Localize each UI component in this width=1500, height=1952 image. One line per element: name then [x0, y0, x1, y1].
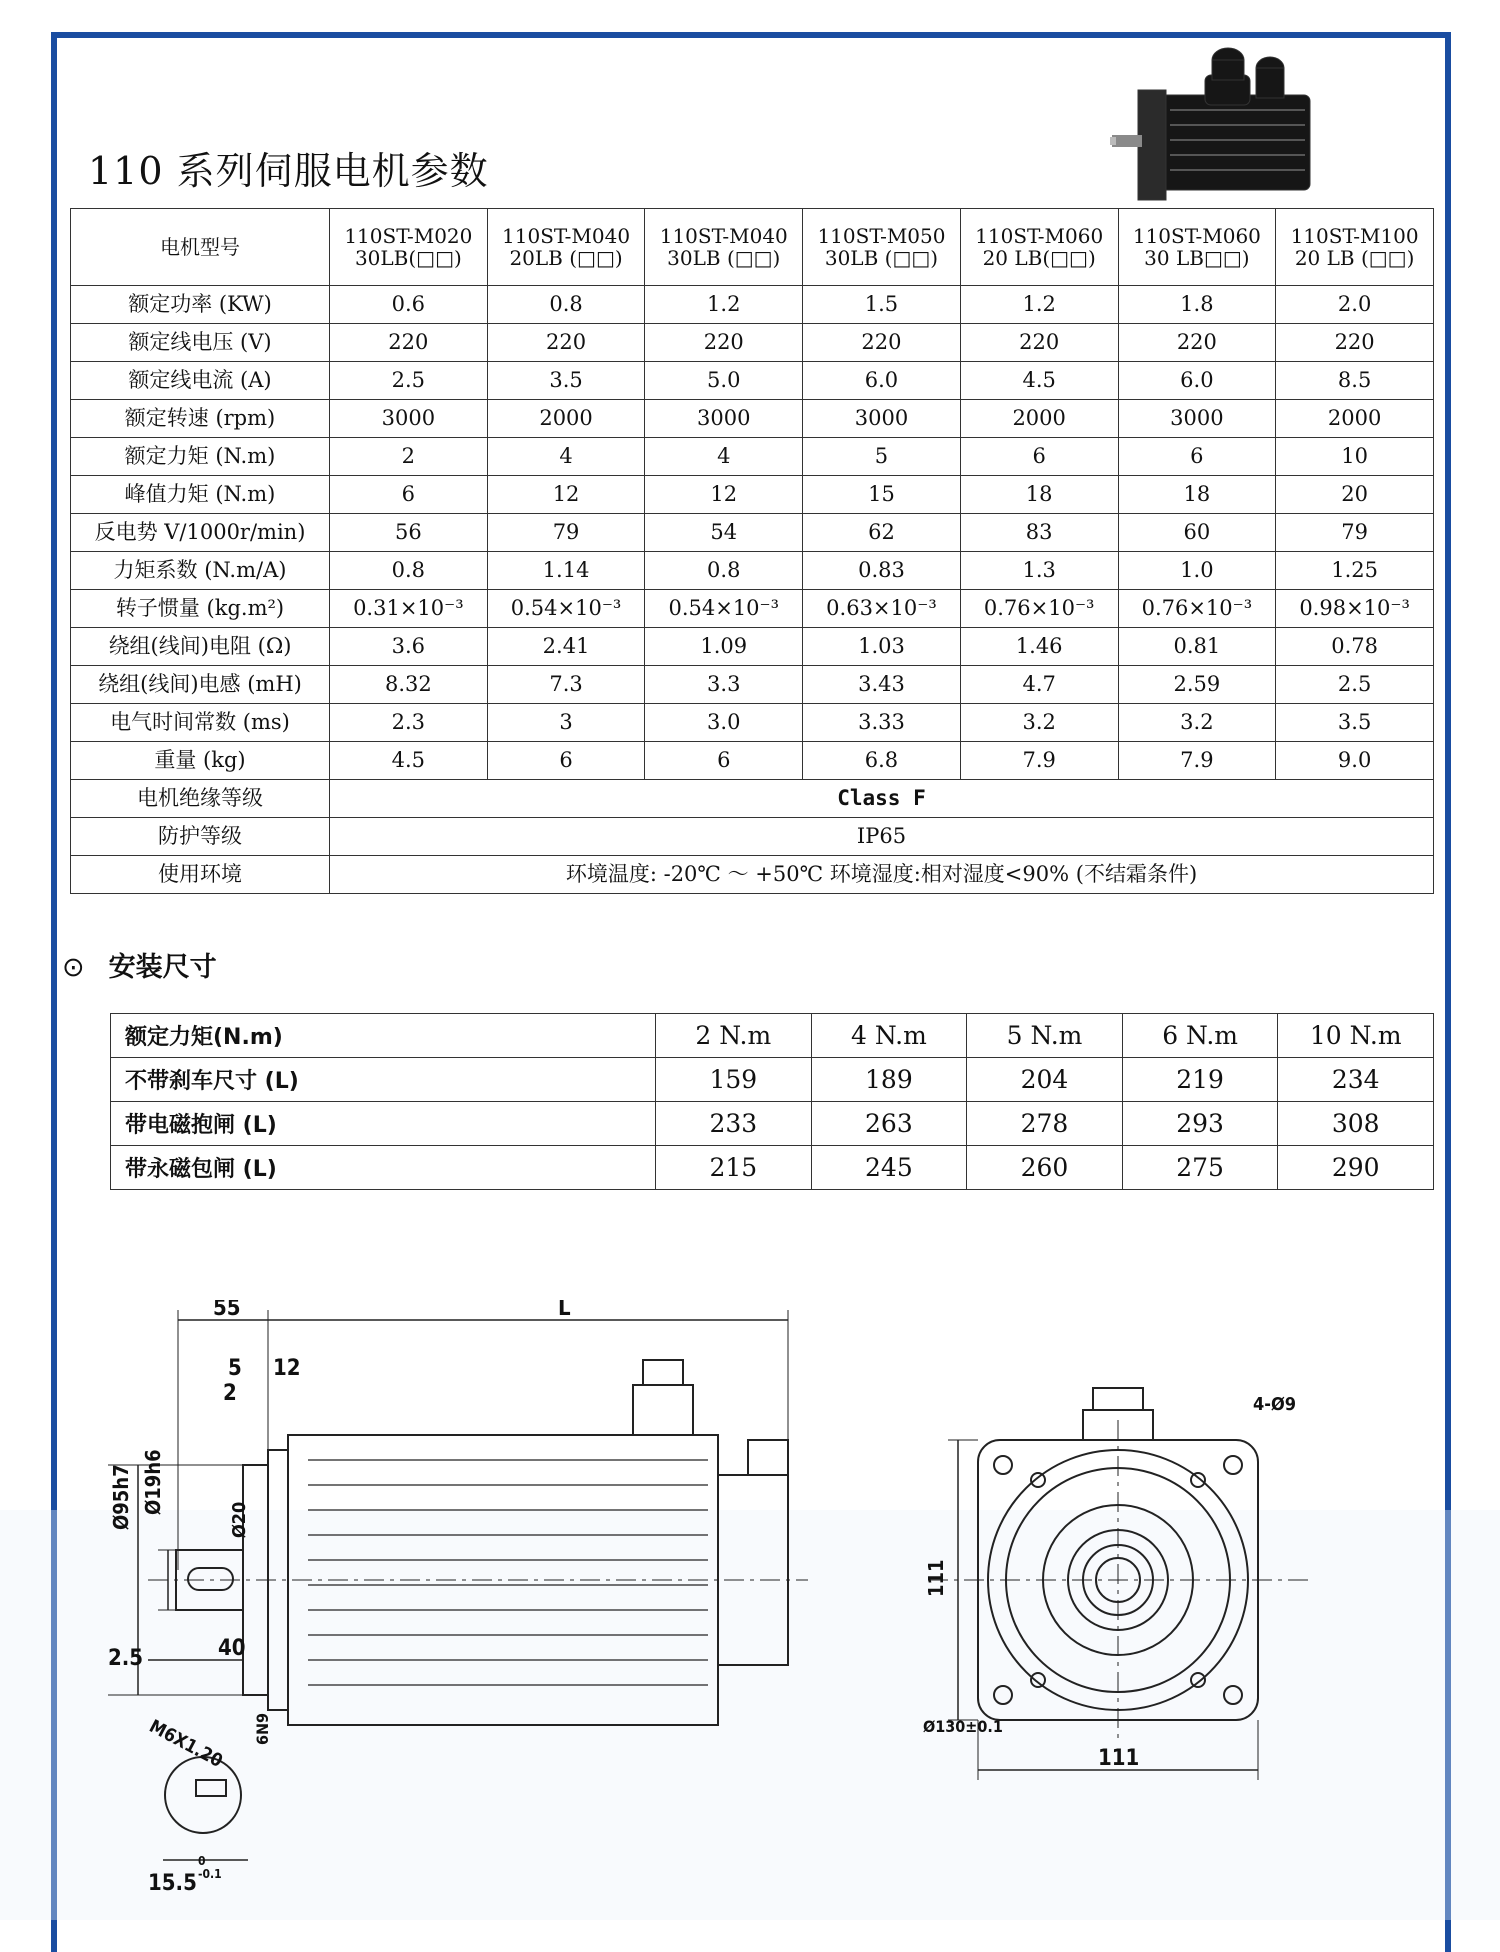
spec-cell: 6.0	[1118, 362, 1276, 400]
spec-row	[71, 666, 1434, 704]
spec-cell: 220	[330, 324, 488, 362]
spec-cell: 0.63×10⁻³	[803, 590, 961, 628]
spec-cell: 4.5	[330, 742, 488, 780]
spec-cell: 7.9	[1118, 742, 1276, 780]
spec-cell: 20	[1276, 476, 1434, 514]
spec-cell: 56	[330, 514, 488, 552]
spec-cell: 220	[645, 324, 803, 362]
model-line2: 20 LB (□□)	[1294, 246, 1415, 270]
dims-cell: 204	[967, 1058, 1123, 1102]
spec-cell: 0.8	[487, 286, 645, 324]
model-line1: 110ST-M040	[659, 224, 788, 248]
spec-cell: 0.76×10⁻³	[1118, 590, 1276, 628]
spec-cell: 6	[1118, 438, 1276, 476]
spec-cell: 6.8	[803, 742, 961, 780]
spec-cell: 1.8	[1118, 286, 1276, 324]
spec-cell: 0.8	[645, 552, 803, 590]
dims-cell: 308	[1278, 1102, 1434, 1146]
install-section-title	[62, 945, 217, 984]
dims-cell: 245	[811, 1146, 967, 1190]
install-title-text: 安装尺寸	[108, 952, 217, 983]
spec-row	[71, 590, 1434, 628]
model-header-cell	[645, 209, 803, 286]
spec-cell: 0.31×10⁻³	[330, 590, 488, 628]
dim-2-label: 2	[223, 1381, 237, 1406]
spec-cell: 1.2	[960, 286, 1118, 324]
spec-row	[71, 742, 1434, 780]
spec-row	[71, 628, 1434, 666]
dims-row-label: 带电磁抱闸 (L)	[111, 1102, 656, 1146]
spec-cell: 2000	[1276, 400, 1434, 438]
install-dimensions-table	[110, 1013, 1434, 1190]
spec-row-label: 额定转速 (rpm)	[71, 400, 330, 438]
bullet-icon: ⊙	[62, 952, 85, 983]
spec-cell: 2	[330, 438, 488, 476]
spec-table	[70, 208, 1434, 894]
spec-cell: 62	[803, 514, 961, 552]
protection-value: IP65	[330, 818, 1434, 856]
spec-cell: 8.5	[1276, 362, 1434, 400]
dims-header-row	[111, 1014, 1434, 1058]
spec-row-label: 峰值力矩 (N.m)	[71, 476, 330, 514]
spec-cell: 1.46	[960, 628, 1118, 666]
spec-cell: 54	[645, 514, 803, 552]
spec-row	[71, 400, 1434, 438]
dim-pcd-label: Ø130±0.1	[923, 1717, 1003, 1736]
spec-cell: 6	[960, 438, 1118, 476]
dim-5-label: 5	[228, 1356, 242, 1381]
spec-cell: 2.41	[487, 628, 645, 666]
dims-cell: 290	[1278, 1146, 1434, 1190]
protection-label: 防护等级	[71, 818, 330, 856]
spec-cell: 15	[803, 476, 961, 514]
model-header-cell	[487, 209, 645, 286]
spec-cell: 5	[803, 438, 961, 476]
spec-cell: 0.54×10⁻³	[645, 590, 803, 628]
dim-holes-label: 4-Ø9	[1253, 1394, 1297, 1415]
dims-row	[111, 1102, 1434, 1146]
motor-photo	[1110, 40, 1340, 210]
spec-cell: 3.2	[1118, 704, 1276, 742]
spec-cell: 79	[487, 514, 645, 552]
dim-25-label: 2.5	[108, 1646, 144, 1671]
spec-cell: 1.5	[803, 286, 961, 324]
spec-cell: 0.83	[803, 552, 961, 590]
spec-cell: 6	[330, 476, 488, 514]
dims-row-label: 带永磁包闸 (L)	[111, 1146, 656, 1190]
dims-header-cell: 10 N.m	[1278, 1014, 1434, 1058]
dims-header-label: 额定力矩(N.m)	[111, 1014, 656, 1058]
spec-cell: 3.33	[803, 704, 961, 742]
spec-cell: 79	[1276, 514, 1434, 552]
dims-cell: 219	[1122, 1058, 1278, 1102]
spec-cell: 3.6	[330, 628, 488, 666]
spec-row	[71, 476, 1434, 514]
spec-cell: 3.3	[645, 666, 803, 704]
spec-cell: 4	[487, 438, 645, 476]
spec-row-insulation	[71, 780, 1434, 818]
spec-cell: 3000	[645, 400, 803, 438]
spec-row-label: 绕组(线间)电感 (mH)	[71, 666, 330, 704]
spec-row	[71, 514, 1434, 552]
dims-cell: 293	[1122, 1102, 1278, 1146]
spec-row	[71, 362, 1434, 400]
model-line1: 110ST-M060	[975, 224, 1104, 248]
dims-header-cell: 6 N.m	[1122, 1014, 1278, 1058]
dim-111-width-label: 111	[1098, 1746, 1140, 1771]
spec-cell: 6	[487, 742, 645, 780]
spec-cell: 0.6	[330, 286, 488, 324]
spec-cell: 3.0	[645, 704, 803, 742]
dim-155-label: 15.5	[148, 1871, 197, 1896]
spec-cell: 0.98×10⁻³	[1276, 590, 1434, 628]
spec-cell: 2000	[960, 400, 1118, 438]
model-header-cell	[1118, 209, 1276, 286]
spec-row-label: 额定力矩 (N.m)	[71, 438, 330, 476]
spec-cell: 220	[960, 324, 1118, 362]
spec-cell: 2.3	[330, 704, 488, 742]
dims-cell: 189	[811, 1058, 967, 1102]
dim-12-label: 12	[273, 1356, 301, 1381]
spec-row-label: 额定线电流 (A)	[71, 362, 330, 400]
spec-row-environment	[71, 856, 1434, 894]
dims-cell: 275	[1122, 1146, 1278, 1190]
model-line1: 110ST-M060	[1132, 224, 1261, 248]
spec-cell: 1.2	[645, 286, 803, 324]
spec-cell: 4.5	[960, 362, 1118, 400]
spec-row-label: 额定功率 (KW)	[71, 286, 330, 324]
dims-row	[111, 1146, 1434, 1190]
spec-cell: 4.7	[960, 666, 1118, 704]
spec-cell: 3	[487, 704, 645, 742]
spec-row	[71, 704, 1434, 742]
spec-cell: 7.3	[487, 666, 645, 704]
model-line2: 30LB (□□)	[667, 246, 781, 270]
spec-cell: 2.5	[1276, 666, 1434, 704]
spec-cell: 4	[645, 438, 803, 476]
model-header-cell	[330, 209, 488, 286]
spec-cell: 2.5	[330, 362, 488, 400]
spec-cell: 6	[645, 742, 803, 780]
spec-header-label: 电机型号	[71, 209, 330, 286]
spec-cell: 6.0	[803, 362, 961, 400]
dims-header-cell: 4 N.m	[811, 1014, 967, 1058]
insulation-value: Class F	[330, 780, 1434, 818]
dims-cell: 159	[656, 1058, 812, 1102]
dim-20-label: Ø20	[229, 1501, 250, 1538]
model-line2: 20 LB(□□)	[982, 246, 1096, 270]
spec-cell: 18	[1118, 476, 1276, 514]
dims-cell: 260	[967, 1146, 1123, 1190]
model-header-cell	[803, 209, 961, 286]
model-line2: 30 LB□□)	[1144, 246, 1250, 270]
dims-cell: 263	[811, 1102, 967, 1146]
spec-cell: 1.3	[960, 552, 1118, 590]
dim-m6-label: M6X1.20	[145, 1715, 227, 1772]
spec-cell: 3.2	[960, 704, 1118, 742]
spec-row-label: 电气时间常数 (ms)	[71, 704, 330, 742]
spec-cell: 0.76×10⁻³	[960, 590, 1118, 628]
spec-cell: 12	[487, 476, 645, 514]
spec-row-label: 绕组(线间)电阻 (Ω)	[71, 628, 330, 666]
model-line2: 30LB(□□)	[354, 246, 462, 270]
spec-cell: 0.54×10⁻³	[487, 590, 645, 628]
spec-cell: 1.09	[645, 628, 803, 666]
spec-row	[71, 438, 1434, 476]
spec-cell: 3.43	[803, 666, 961, 704]
dimension-drawing	[88, 1300, 1428, 1900]
spec-cell: 9.0	[1276, 742, 1434, 780]
spec-cell: 3.5	[487, 362, 645, 400]
spec-cell: 18	[960, 476, 1118, 514]
dims-header-cell: 2 N.m	[656, 1014, 812, 1058]
spec-cell: 8.32	[330, 666, 488, 704]
spec-cell: 7.9	[960, 742, 1118, 780]
spec-row-label: 反电势 V/1000r/min)	[71, 514, 330, 552]
dim-111-height-label: 111	[924, 1559, 948, 1597]
spec-cell: 0.78	[1276, 628, 1434, 666]
model-header-cell	[960, 209, 1118, 286]
model-line1: 110ST-M100	[1290, 224, 1419, 248]
spec-cell: 1.14	[487, 552, 645, 590]
dims-cell: 234	[1278, 1058, 1434, 1102]
spec-cell: 220	[1118, 324, 1276, 362]
spec-cell: 220	[1276, 324, 1434, 362]
dim-tolerance-label: -0.1	[198, 1867, 222, 1881]
spec-row-label: 额定线电压 (V)	[71, 324, 330, 362]
model-line1: 110ST-M020	[344, 224, 473, 248]
spec-cell: 3.5	[1276, 704, 1434, 742]
environment-value: 环境温度: -20℃ ～ +50℃ 环境湿度:相对湿度<90% (不结霜条件)	[330, 856, 1434, 894]
spec-cell: 5.0	[645, 362, 803, 400]
dims-cell: 278	[967, 1102, 1123, 1146]
spec-cell: 10	[1276, 438, 1434, 476]
dims-cell: 233	[656, 1102, 812, 1146]
spec-row-protection	[71, 818, 1434, 856]
spec-cell: 2.0	[1276, 286, 1434, 324]
spec-row-label: 力矩系数 (N.m/A)	[71, 552, 330, 590]
spec-row	[71, 286, 1434, 324]
dim-55-label: 55	[213, 1300, 241, 1321]
model-line1: 110ST-M050	[817, 224, 946, 248]
model-header-cell	[1276, 209, 1434, 286]
dim-6n9-label: 6N9	[253, 1712, 272, 1745]
spec-row-label: 重量 (kg)	[71, 742, 330, 780]
spec-cell: 1.25	[1276, 552, 1434, 590]
spec-cell: 2000	[487, 400, 645, 438]
spec-cell: 3000	[330, 400, 488, 438]
dim-l-label: L	[558, 1300, 571, 1321]
spec-cell: 2.59	[1118, 666, 1276, 704]
spec-row	[71, 324, 1434, 362]
model-line2: 30LB (□□)	[824, 246, 939, 270]
spec-cell: 3000	[1118, 400, 1276, 438]
dim-tolerance-zero-label: 0	[198, 1854, 206, 1868]
spec-cell: 3000	[803, 400, 961, 438]
dims-row-label: 不带刹车尺寸 (L)	[111, 1058, 656, 1102]
environment-label: 使用环境	[71, 856, 330, 894]
dim-40-label: 40	[218, 1636, 246, 1661]
model-line1: 110ST-M040	[502, 224, 631, 248]
dims-cell: 215	[656, 1146, 812, 1190]
spec-cell: 220	[487, 324, 645, 362]
spec-cell: 0.81	[1118, 628, 1276, 666]
spec-cell: 0.8	[330, 552, 488, 590]
dims-row	[111, 1058, 1434, 1102]
dim-95-label: Ø95h7	[109, 1464, 133, 1530]
dims-header-cell: 5 N.m	[967, 1014, 1123, 1058]
page-title: 110 系列伺服电机参数	[88, 149, 489, 193]
spec-header-row	[71, 209, 1434, 286]
insulation-label: 电机绝缘等级	[71, 780, 330, 818]
spec-cell: 1.0	[1118, 552, 1276, 590]
dim-19-label: Ø19h6	[141, 1449, 165, 1515]
spec-cell: 60	[1118, 514, 1276, 552]
spec-cell: 220	[803, 324, 961, 362]
spec-row-label: 转子惯量 (kg.m²)	[71, 590, 330, 628]
spec-cell: 1.03	[803, 628, 961, 666]
spec-row	[71, 552, 1434, 590]
model-line2: 20LB (□□)	[509, 246, 623, 270]
spec-cell: 12	[645, 476, 803, 514]
spec-cell: 83	[960, 514, 1118, 552]
